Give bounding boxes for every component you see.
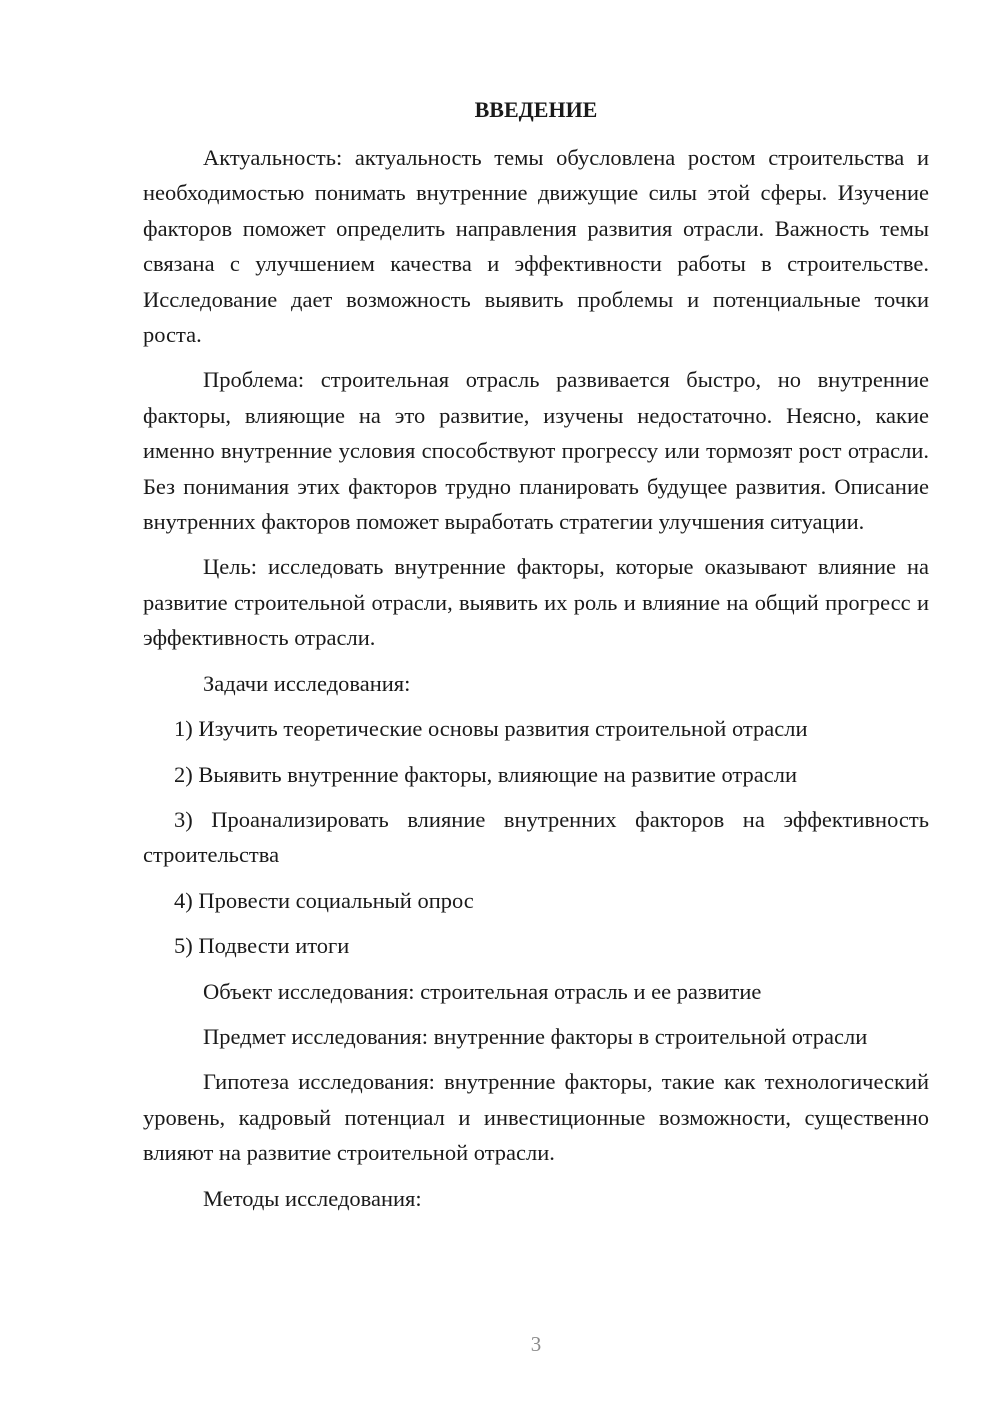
page-title: ВВЕДЕНИЕ xyxy=(474,97,598,122)
task-item-4: 4) Провести социальный опрос xyxy=(174,887,474,913)
task-item-5: 5) Подвести итоги xyxy=(174,933,350,959)
object-paragraph: Объект исследования: строительная отрасль и ее развитие xyxy=(203,978,762,1004)
task-item-2: 2) Выявить внутренние факторы, влияющие на развитие отрасли xyxy=(174,761,798,787)
methods-heading: Методы исследования: xyxy=(203,1185,422,1211)
document-page xyxy=(143,92,929,1226)
task-item-3: 3) Проанализировать влияние внутренних факторов на эффективность строительства xyxy=(143,806,929,868)
subject-paragraph: Предмет исследования: внутренние факторы в строительной отрасли xyxy=(203,1023,868,1049)
hypothesis-paragraph: Гипотеза исследования: внутренние факторы, такие как технологический уровень, кадровый потенциал и инвестиционные возможности, существенно влияют на развитие строительной отрасли. xyxy=(143,1069,929,1166)
tasks-heading: Задачи исследования: xyxy=(203,670,411,696)
page-number: 3 xyxy=(530,1332,542,1356)
problem-paragraph: Проблема: строительная отрасль развивается быстро, но внутренние факторы, влияющие на это развитие, изучены недостаточно. Неясно, какие именно внутренние условия способствуют прогрессу или тормозят рост отрасли. Без понимания этих факторов трудно планировать будущее развития. Описание внутренних факторов поможет выработать стратегии улучшения ситуации. xyxy=(143,367,929,535)
task-item-1: 1) Изучить теоретические основы развития строительной отрасли xyxy=(174,716,808,742)
goal-paragraph: Цель: исследовать внутренние факторы, которые оказывают влияние на развитие строительной отрасли, выявить их роль и влияние на общий прогресс и эффективность отрасли. xyxy=(143,554,929,651)
relevance-paragraph: Актуальность: актуальность темы обусловлена ростом строительства и необходимостью понимать внутренние движущие силы этой сферы. Изучение факторов поможет определить направления развития отрасли. Важность темы связана с улучшением качества и эффективности работы в строительстве. Исследование дает возможность выявить проблемы и потенциальные точки роста. xyxy=(143,145,929,348)
